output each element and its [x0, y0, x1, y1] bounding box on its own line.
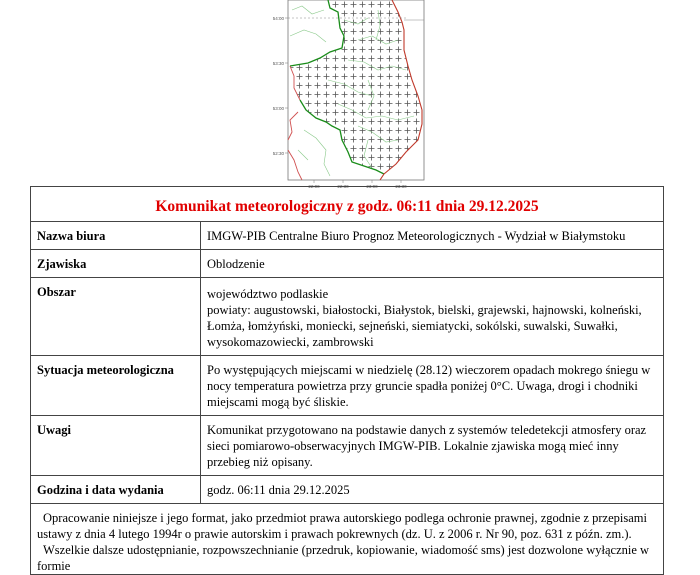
row-footer: [31, 504, 664, 575]
lon-label: 22:30: [337, 184, 349, 189]
row-value: Komunikat przygotowano na podstawie danych z systemów teledetekcji atmosfery oraz sieci pomiarowo-obserwacyjnych IMGW-PIB. Lokalnie zjawiska mogą mieć inny przebieg niż opisany.: [201, 416, 664, 476]
row-label: Zjawiska: [31, 250, 201, 278]
copyright-text: Opracowanie niniejsze i jego format, jako przedmiot prawa autorskiego podlega ochronie prawnej, zgodnie z przepisami ustawy z dnia 4 lutego 1994r o prawie autorskim i prawach pokrewnych (dz. U. z 2006 r. Nr 90, poz. 631 z późn. zm.).: [37, 511, 647, 541]
row-phenomena: [31, 250, 664, 278]
lat-label: 54:00: [272, 16, 284, 21]
row-area: [31, 278, 664, 356]
lon-label: 23:30: [395, 184, 407, 189]
row-issue-time: [31, 476, 664, 504]
row-value: Po występujących miejscami w niedzielę (28.12) wieczorem opadach mokrego śniegu w nocy temperatura powietrza przy gruncie spadła poniżej 0°C. Uwaga, drogi i chodniki miejscami mogą być śliskie.: [201, 356, 664, 416]
lon-label: 22:00: [308, 184, 320, 189]
area-voivodeship: województwo podlaskie: [207, 287, 329, 301]
lat-label: 53:00: [272, 106, 284, 111]
lon-label: 23:00: [366, 184, 378, 189]
row-remarks: [31, 416, 664, 476]
row-value: [201, 278, 664, 356]
lat-label: 52:30: [272, 151, 284, 156]
row-value: Oblodzenie: [201, 250, 664, 278]
warning-map: [268, 0, 438, 190]
row-label: Godzina i data wydania: [31, 476, 201, 504]
copyright-notice: [31, 504, 664, 575]
document-title: Komunikat meteorologiczny z godz. 06:11 dnia 29.12.2025: [31, 187, 664, 222]
row-label: Nazwa biura: [31, 222, 201, 250]
row-value: IMGW-PIB Centralne Biuro Prognoz Meteorologicznych - Wydział w Białymstoku: [201, 222, 664, 250]
row-label: Uwagi: [31, 416, 201, 476]
row-label: Sytuacja meteorologiczna: [31, 356, 201, 416]
warning-table: [30, 186, 664, 575]
copyright-text-continued: Wszelkie dalsze udostępnianie, rozpowszechnianie (przedruk, kopiowanie, wiadomość sms) jest dozwolone wyłącznie w formie: [37, 543, 650, 573]
lat-label: 53:30: [272, 61, 284, 66]
row-value: godz. 06:11 dnia 29.12.2025: [201, 476, 664, 504]
map-graphic: [268, 0, 438, 190]
row-meteo-situation: [31, 356, 664, 416]
row-label: Obszar: [31, 278, 201, 356]
row-office-name: [31, 222, 664, 250]
area-districts: powiaty: augustowski, białostocki, Białystok, bielski, grajewski, hajnowski, kolneński, Łomża, łomżyński, moniecki, sejneński, siemiatycki, sokólski, suwalski, Suwałki, wysokomazowiecki, zambrowski: [207, 303, 642, 349]
